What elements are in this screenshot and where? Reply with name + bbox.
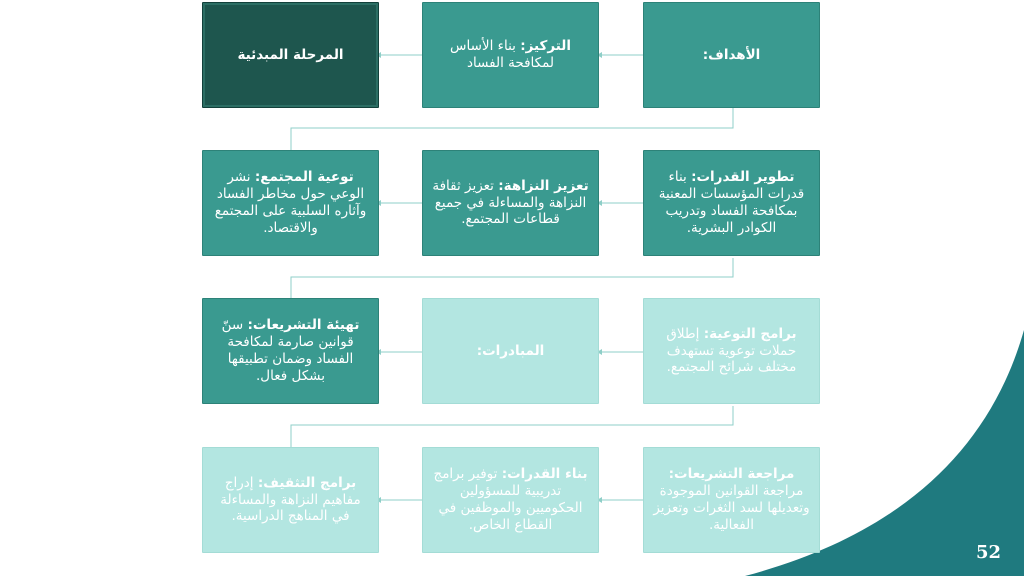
box-initiatives (422, 298, 599, 404)
box-body: بناء الأساس لمكافحة الفساد (450, 38, 555, 71)
box-title: التركيز: (520, 38, 571, 55)
box-body: سنّ قوانين صارمة لمكافحة الفساد وضمان تطبيقها بشكل فعال. (221, 317, 354, 384)
box-capacity-development (643, 150, 820, 256)
box-community-awareness (202, 150, 379, 256)
box-title: برامج التثقيف: (257, 474, 357, 491)
box-body: إدراج مفاهيم النزاهة والمساءلة في المناهج الدراسية. (220, 474, 361, 525)
row-connector (291, 406, 733, 447)
box-integrity (422, 150, 599, 256)
box-title: الأهداف: (702, 46, 761, 63)
box-goals (643, 2, 820, 108)
box-title: تعزيز النزاهة: (498, 177, 589, 194)
row-connector (291, 258, 733, 298)
box-awareness-programs (643, 298, 820, 404)
box-body: توفير برامج تدريبية للمسؤولين الحكوميين والموظفين في القطاع الخاص. (433, 466, 583, 533)
page-number: 52 (976, 542, 1002, 563)
box-title: برامج التوعية: (703, 325, 797, 342)
box-body: نشر الوعي حول مخاطر الفساد وآثاره السلبية على المجتمع والاقتصاد. (214, 169, 367, 236)
box-title: المبادرات: (476, 342, 545, 359)
box-title: توعية المجتمع: (254, 169, 354, 186)
box-education-programs (202, 447, 379, 553)
box-initial-phase (202, 2, 379, 108)
box-title: تهيئة التشريعات: (247, 317, 360, 334)
box-legislation-preparation (202, 298, 379, 404)
box-title: تطوير القدرات: (691, 169, 795, 186)
box-body: مراجعة القوانين الموجودة وتعديلها لسد الثغرات وتعزيز الفعالية. (653, 483, 810, 533)
box-legislation-review (643, 447, 820, 553)
box-focus (422, 2, 599, 108)
box-body: بناء قدرات المؤسسات المعنية بمكافحة الفساد وتدريب الكوادر البشرية. (658, 169, 805, 236)
box-capacity-building (422, 447, 599, 553)
box-title: مراجعة التشريعات: (668, 466, 795, 483)
row-connector (291, 108, 733, 150)
box-body: تعزيز ثقافة النزاهة والمساءلة في جميع قطاعات المجتمع. (432, 177, 587, 228)
box-title: بناء القدرات: (501, 466, 588, 483)
box-body: إطلاق حملات توعوية تستهدف مختلف شرائح المجتمع. (666, 325, 797, 376)
box-title: المرحلة المبدئية (237, 46, 344, 63)
